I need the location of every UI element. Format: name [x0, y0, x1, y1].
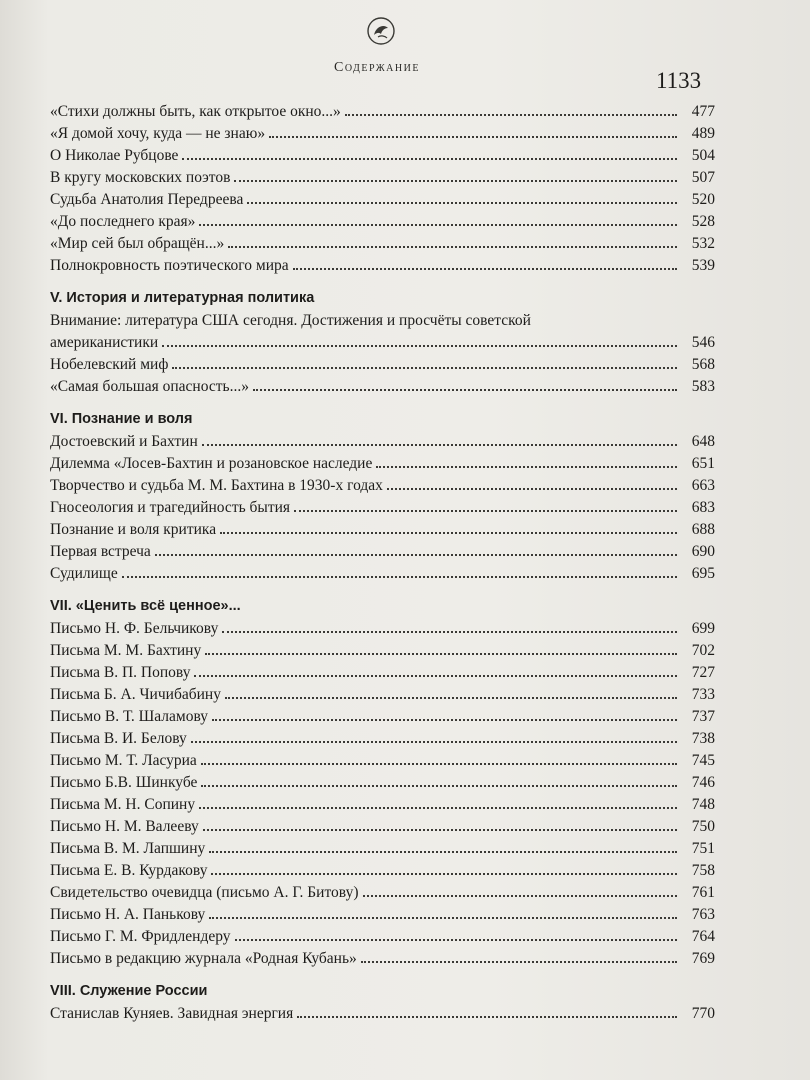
toc-entry-page: 583 — [691, 378, 715, 395]
toc-entry-title: Письмо Г. М. Фридлендеру — [50, 928, 231, 945]
toc-entry[interactable] — [50, 838, 715, 860]
toc-entry-title: Свидетельство очевидца (письмо А. Г. Битову) — [50, 884, 359, 901]
toc-entry-page: 702 — [691, 642, 715, 659]
dot-leader — [209, 917, 677, 919]
toc-entry-page: 648 — [691, 433, 715, 450]
toc-entry-page: 763 — [691, 906, 715, 923]
continued-entries — [50, 101, 715, 277]
toc-entry-page: 504 — [691, 147, 715, 164]
toc-entry-page: 489 — [691, 125, 715, 142]
toc-entry[interactable] — [50, 772, 715, 794]
dot-leader — [235, 939, 677, 941]
toc-entry-page: 737 — [691, 708, 715, 725]
toc-entry-title: Нобелевский миф — [50, 356, 169, 373]
toc-entry-title: Судьба Анатолия Передреева — [50, 191, 244, 208]
toc-entry-title: Письмо Н. М. Валееву — [50, 818, 199, 835]
dot-leader — [376, 466, 677, 468]
toc-entry-page: 761 — [691, 884, 715, 901]
dot-leader — [293, 268, 677, 270]
section-title[interactable]: VII. «Ценить всё ценное»... — [50, 598, 241, 614]
dot-leader — [361, 961, 677, 963]
toc-entry-page: 748 — [691, 796, 715, 813]
toc-entry-page: 770 — [691, 1005, 715, 1022]
section-title[interactable]: VIII. Служение России — [50, 983, 208, 999]
dot-leader — [363, 895, 678, 897]
toc-entry-page: 528 — [691, 213, 715, 230]
dot-leader — [203, 829, 677, 831]
dot-leader — [182, 158, 677, 160]
dot-leader — [269, 136, 677, 138]
page-number: 1133 — [656, 68, 702, 93]
toc-entry-page: 733 — [691, 686, 715, 703]
toc-entry[interactable] — [50, 453, 715, 475]
toc-entry-title: Письмо В. Т. Шаламову — [50, 708, 208, 725]
toc-entry[interactable] — [50, 211, 715, 233]
section-title[interactable]: V. История и литературная политика — [50, 290, 315, 306]
toc-entry[interactable] — [50, 497, 715, 519]
toc-entry-title: О Николае Рубцове — [50, 147, 179, 164]
toc-entry-title: «Самая большая опасность...» — [50, 378, 249, 395]
toc-entry[interactable] — [50, 1003, 715, 1025]
dot-leader — [222, 631, 677, 633]
toc-entry-title: «Я домой хочу, куда — не знаю» — [50, 125, 266, 142]
dot-leader — [345, 114, 677, 116]
toc-entry[interactable] — [50, 332, 715, 354]
dot-leader — [199, 224, 677, 226]
toc-entry[interactable] — [50, 123, 715, 145]
toc-entry[interactable] — [50, 706, 715, 728]
toc-entry[interactable] — [50, 860, 715, 882]
toc-entry-title: Письма В. П. Попову — [50, 664, 191, 681]
toc-entry-page: 769 — [691, 950, 715, 967]
toc-entry[interactable] — [50, 519, 715, 541]
toc-entry[interactable] — [50, 816, 715, 838]
dot-leader — [228, 246, 677, 248]
dot-leader — [225, 697, 677, 699]
toc-entry-title: Письма Б. А. Чичибабину — [50, 686, 221, 703]
dot-leader — [387, 488, 677, 490]
toc-entry-title: «До последнего края» — [50, 213, 196, 230]
toc-entry-page: 507 — [691, 169, 715, 186]
toc-entry[interactable] — [50, 750, 715, 772]
toc-entry-page: 764 — [691, 928, 715, 945]
toc-entry-page: 727 — [691, 664, 715, 681]
toc-entry-page: 751 — [691, 840, 715, 857]
dot-leader — [122, 576, 677, 578]
toc-entry-title: Полнокровность поэтического мира — [50, 257, 289, 274]
toc-entry-page: 532 — [691, 235, 715, 252]
dot-leader — [202, 444, 677, 446]
toc-entry[interactable] — [50, 101, 715, 123]
toc-sections — [50, 287, 715, 1025]
toc-entry-page: 683 — [691, 499, 715, 516]
toc-section — [50, 595, 715, 970]
toc-entry-title: американистики — [50, 334, 159, 351]
toc-entry-page: 738 — [691, 730, 715, 747]
dot-leader — [201, 785, 677, 787]
toc-entry[interactable] — [50, 189, 715, 211]
toc-entry-title: Станислав Куняев. Завидная энергия — [50, 1005, 294, 1022]
toc-entry-title: Письма Е. В. Курдакову — [50, 862, 208, 879]
toc-entry[interactable] — [50, 684, 715, 706]
dot-leader — [220, 532, 677, 534]
toc-entry-title: «Мир сей был обращён...» — [50, 235, 225, 252]
toc-entry[interactable] — [50, 354, 715, 376]
toc-section — [50, 980, 715, 1025]
toc-entry-page: 568 — [691, 356, 715, 373]
toc-entry[interactable] — [50, 431, 715, 453]
dot-leader — [205, 653, 677, 655]
dot-leader — [297, 1016, 677, 1018]
toc-entry-page: 688 — [691, 521, 715, 538]
dot-leader — [155, 554, 677, 556]
toc-entry[interactable] — [50, 145, 715, 167]
ornament-emblem-icon — [366, 16, 396, 46]
toc-entry-title: Письмо в редакцию журнала «Родная Кубань» — [50, 950, 357, 967]
toc-entry-title: Письмо Н. Ф. Бельчикову — [50, 620, 219, 637]
toc-entry[interactable] — [50, 640, 715, 662]
toc-entry-page: 651 — [691, 455, 715, 472]
toc-entry-page: 477 — [691, 103, 715, 120]
toc-entry[interactable] — [50, 926, 715, 948]
toc-entry-page: 695 — [691, 565, 715, 582]
toc-entry[interactable] — [50, 728, 715, 750]
toc-entry[interactable] — [50, 233, 715, 255]
toc-entry-title: В кругу московских поэтов — [50, 169, 231, 186]
toc-entry-title: «Стихи должны быть, как открытое окно...» — [50, 103, 341, 120]
toc-entry-title: Дилемма «Лосев-Бахтин и розановское наследие — [50, 455, 373, 472]
toc-entry-title: Письма В. М. Лапшину — [50, 840, 206, 857]
dot-leader — [234, 180, 677, 182]
toc-section — [50, 287, 715, 398]
toc-entry-title: Судилище — [50, 565, 118, 582]
toc-entry-page: 758 — [691, 862, 715, 879]
dot-leader — [162, 345, 677, 347]
dot-leader — [247, 202, 677, 204]
dot-leader — [294, 510, 677, 512]
toc-entry-title: Письмо Н. А. Панькову — [50, 906, 206, 923]
dot-leader — [191, 741, 677, 743]
toc-entry-title: Письма М. Н. Сопину — [50, 796, 196, 813]
toc-entry-title: Творчество и судьба М. М. Бахтина в 1930-х годах — [50, 477, 383, 494]
dot-leader — [209, 851, 677, 853]
toc-entry-title: Письмо Б.В. Шинкубе — [50, 774, 198, 791]
toc-entry-title: Познание и воля критика — [50, 521, 217, 538]
toc-entry-page: 546 — [691, 334, 715, 351]
toc-entry-title: Достоевский и Бахтин — [50, 433, 198, 450]
toc-entry[interactable] — [50, 662, 715, 684]
dot-leader — [199, 807, 677, 809]
toc-entry-page: 690 — [691, 543, 715, 560]
toc-section — [50, 408, 715, 585]
running-head: Содержание — [334, 60, 420, 75]
toc-entry-page: 699 — [691, 620, 715, 637]
dot-leader — [201, 763, 677, 765]
toc-entry[interactable] — [50, 618, 715, 640]
toc-entry-page: 746 — [691, 774, 715, 791]
toc-entry-page: 750 — [691, 818, 715, 835]
toc-entry[interactable] — [50, 794, 715, 816]
toc-entry[interactable] — [50, 376, 715, 398]
toc-entry[interactable] — [50, 948, 715, 970]
section-title[interactable]: VI. Познание и воля — [50, 411, 193, 427]
toc-entry-page: 539 — [691, 257, 715, 274]
toc-entry[interactable] — [50, 541, 715, 563]
toc-entry-title: Письма М. М. Бахтину — [50, 642, 202, 659]
dot-leader — [212, 719, 677, 721]
toc-entry[interactable] — [50, 255, 715, 277]
dot-leader — [194, 675, 677, 677]
toc-entry-page: 745 — [691, 752, 715, 769]
toc-entry[interactable] — [50, 904, 715, 926]
toc-entry-title: Письмо М. Т. Ласуриа — [50, 752, 197, 769]
toc-entry[interactable] — [50, 882, 715, 904]
table-of-contents — [50, 101, 715, 1025]
toc-entry-title-line: Внимание: литература США сегодня. Достижения и просчёты советской — [50, 312, 531, 329]
toc-entry-title: Первая встреча — [50, 543, 151, 560]
dot-leader — [253, 389, 677, 391]
toc-entry-page: 520 — [691, 191, 715, 208]
toc-entry[interactable] — [50, 563, 715, 585]
dot-leader — [211, 873, 677, 875]
toc-entry[interactable] — [50, 167, 715, 189]
dot-leader — [172, 367, 677, 369]
toc-entry-page: 663 — [691, 477, 715, 494]
toc-entry-title: Гносеология и трагедийность бытия — [50, 499, 291, 516]
toc-entry-title: Письма В. И. Белову — [50, 730, 187, 747]
toc-entry[interactable] — [50, 475, 715, 497]
